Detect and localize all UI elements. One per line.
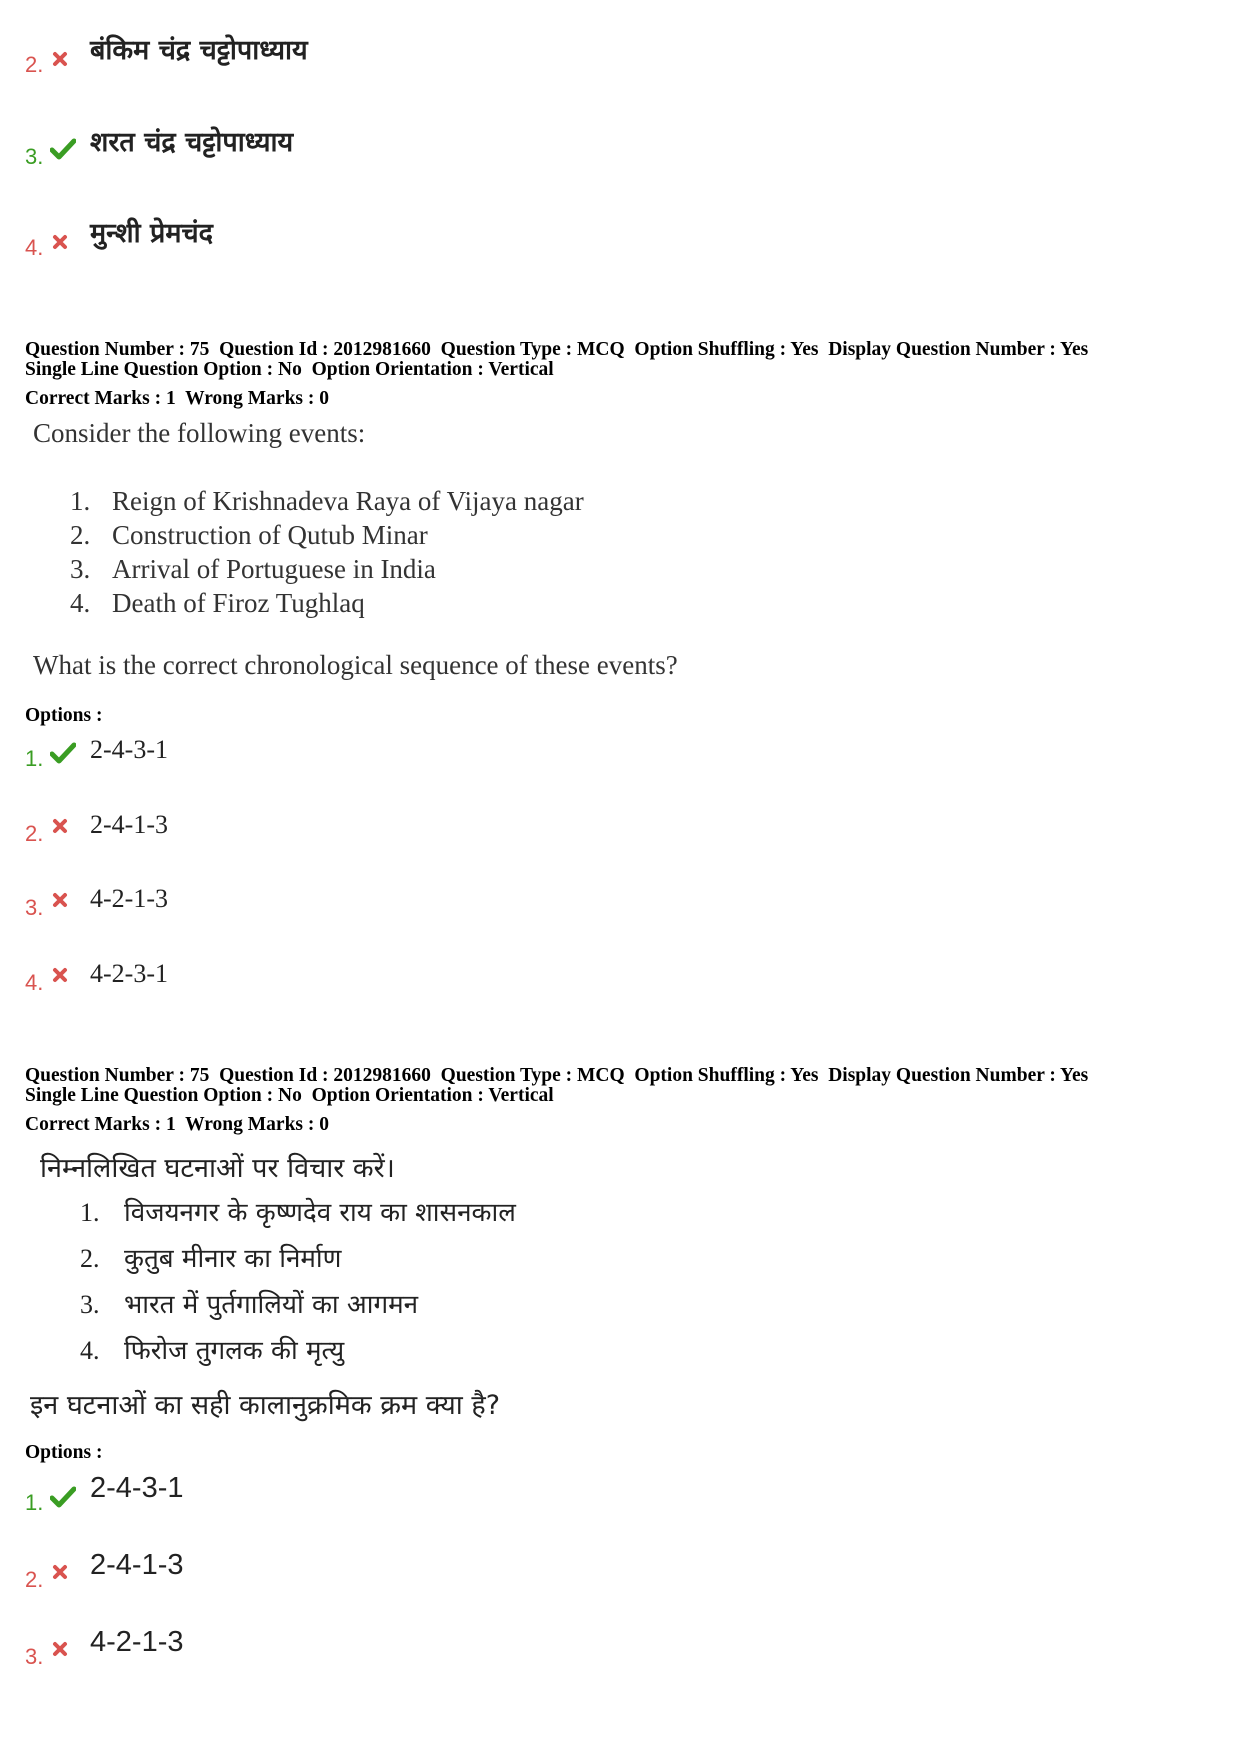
checkmark-icon	[50, 138, 76, 164]
question-meta-line: Single Line Question Option : No Option Orientation : Vertical	[25, 359, 554, 380]
event-item: 2. कुतुब मीनार का निर्माण	[80, 1244, 342, 1274]
event-list	[70, 484, 584, 620]
option-text: 4-2-1-3	[90, 884, 168, 913]
option-text: 2-4-3-1	[90, 735, 168, 764]
checkmark-icon	[50, 1486, 76, 1512]
question-meta-line: Question Number : 75 Question Id : 2012981660 Question Type : MCQ Option Shuffling : Yes Display Question Number : Yes	[25, 1065, 1089, 1086]
event-item: 3. भारत में पुर्तगालियों का आगमन	[80, 1290, 419, 1320]
option-text: बंकिम चंद्र चट्टोपाध्याय	[90, 35, 308, 66]
cross-icon	[51, 233, 77, 259]
question-meta-line: Question Number : 75 Question Id : 2012981660 Question Type : MCQ Option Shuffling : Yes Display Question Number : Yes	[25, 339, 1089, 360]
option-text: 4-2-1-3	[90, 1626, 184, 1658]
option-row	[25, 730, 925, 790]
cross-icon	[51, 891, 77, 917]
event-item: 1. Reign of Krishnadeva Raya of Vijaya nagar	[70, 486, 584, 516]
event-item: 3. Arrival of Portuguese in India	[70, 554, 436, 584]
options-label: Options :	[25, 705, 103, 726]
option-row	[25, 879, 925, 939]
cross-icon	[51, 1563, 77, 1589]
option-text: 2-4-3-1	[90, 1472, 184, 1504]
option-row	[25, 1622, 925, 1682]
option-number: 2.	[25, 821, 44, 846]
option-row	[25, 805, 925, 865]
option-text: 2-4-1-3	[90, 1549, 184, 1581]
cross-icon	[51, 50, 77, 76]
question-marks-line: Correct Marks : 1 Wrong Marks : 0	[25, 1114, 330, 1135]
option-number: 1.	[25, 1490, 44, 1515]
option-number: 3.	[25, 1644, 44, 1669]
event-item: 2. Construction of Qutub Minar	[70, 520, 428, 550]
option-number: 1.	[25, 746, 44, 771]
option-number: 4.	[25, 235, 44, 260]
event-item: 4. फिरोज तुगलक की मृत्यु	[80, 1336, 345, 1366]
option-text: 4-2-3-1	[90, 959, 168, 988]
option-row	[25, 213, 925, 273]
option-row	[25, 122, 925, 182]
option-number: 2.	[25, 1567, 44, 1592]
option-row	[25, 30, 925, 90]
question-text: What is the correct chronological sequence of these events?	[33, 650, 678, 680]
option-number: 3.	[25, 144, 44, 169]
cross-icon	[51, 1640, 77, 1666]
cross-icon	[51, 966, 77, 992]
option-row	[25, 1468, 925, 1528]
event-list	[80, 1190, 516, 1374]
option-number: 3.	[25, 895, 44, 920]
options-label: Options :	[25, 1442, 103, 1463]
option-number: 2.	[25, 52, 44, 77]
cross-icon	[51, 817, 77, 843]
option-text: 2-4-1-3	[90, 810, 168, 839]
question-text: इन घटनाओं का सही कालानुक्रमिक क्रम क्या है?	[30, 1390, 501, 1421]
option-text: शरत चंद्र चट्टोपाध्याय	[90, 127, 294, 158]
event-item: 1. विजयनगर के कृष्णदेव राय का शासनकाल	[80, 1198, 516, 1228]
question-meta-line: Single Line Question Option : No Option Orientation : Vertical	[25, 1085, 554, 1106]
question-lead: Consider the following events:	[33, 418, 366, 448]
option-text: मुन्शी प्रेमचंद	[90, 218, 214, 249]
question-marks-line: Correct Marks : 1 Wrong Marks : 0	[25, 388, 330, 409]
option-row	[25, 1545, 925, 1605]
option-row	[25, 954, 925, 1014]
option-number: 4.	[25, 970, 44, 995]
event-item: 4. Death of Firoz Tughlaq	[70, 588, 365, 618]
checkmark-icon	[50, 742, 76, 768]
question-lead: निम्नलिखित घटनाओं पर विचार करें।	[40, 1153, 395, 1184]
